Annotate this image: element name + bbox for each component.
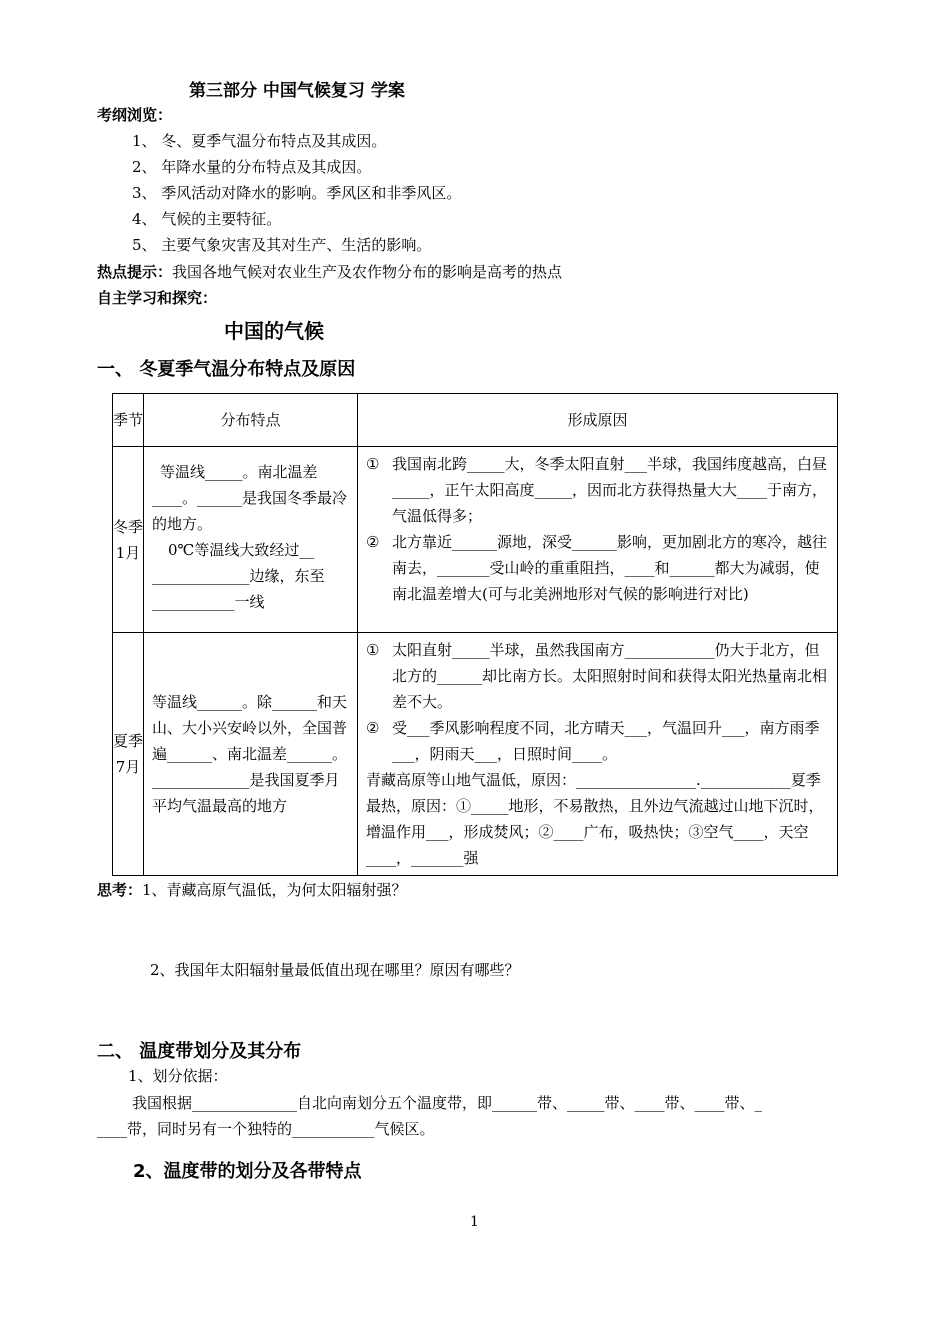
hotspot-line	[97, 261, 562, 282]
season-winter: 冬季1月	[113, 447, 144, 633]
section1-heading: 一、 冬夏季气温分布特点及原因	[97, 359, 356, 380]
main-heading: 中国的气候	[224, 319, 324, 343]
self-study-label: 自主学习和探究：	[97, 289, 218, 307]
think-question-1: 1、青藏高原气温低，为何太阳辐射强？	[142, 881, 407, 899]
think-q1-line	[97, 879, 407, 900]
summer-features: 等温线______。除______和天山、大小兴安岭以外，全国普遍______、南北温差______。_____________是我国夏季月平均气温最高的地方	[144, 633, 358, 876]
outline-item: 5、 主要气象灾害及其对生产、生活的影响。	[132, 236, 432, 254]
section2-paragraph-line2: ____带，同时另有一个独特的___________气候区。	[97, 1120, 435, 1138]
section2-sub1: 1、划分依据：	[128, 1067, 228, 1085]
reason-text: 受___季风影响程度不同，北方晴天___，气温回升___，南方雨季___，阴雨天___，日照时间____。	[392, 719, 820, 763]
table-header-row	[113, 394, 838, 447]
reason-text: 太阳直射_____半球，虽然我国南方____________仍大于北方，但北方的______却比南方长。太阳照射时间和获得太阳光热量南北相差不大。	[392, 641, 828, 711]
page-number: 1	[470, 1214, 479, 1230]
reason-text: 北方靠近______源地，深受______影响，更加剧北方的寒冷，越往南去，_______受山岭的重重阻挡，____和______都大为减弱，使南北温差增大(可与北美洲地形对气候的影响进行对比)	[392, 533, 828, 603]
table-row-winter	[113, 447, 838, 633]
winter-reason-2	[366, 529, 829, 607]
summer-reason-1	[366, 637, 829, 715]
winter-reason-1	[366, 451, 829, 529]
temperature-table	[112, 393, 838, 876]
reason-number: ②	[366, 533, 380, 551]
outline-item: 4、 气候的主要特征。	[132, 210, 282, 228]
summer-extra: 青藏高原等山地气温低，原因：________________.____________夏季最热，原因：①_____地形，不易散热，且外边气流越过山地下沉时，增温作用___，形成焚风；②____广布，吸热快；③空气____，天空____，_______强	[366, 771, 824, 867]
outline-item: 3、 季风活动对降水的影响。季风区和非季风区。	[132, 184, 462, 202]
reason-text: 我国南北跨_____大，冬季太阳直射___半球，我国纬度越高，白昼_____，正午太阳高度_____，因而北方获得热量大大____于南方，气温低得多；	[392, 455, 828, 525]
document-title: 第三部分 中国气候复习 学案	[189, 81, 405, 101]
hotspot-label: 热点提示：	[97, 263, 173, 281]
outline-label: 考纲浏览：	[97, 106, 173, 124]
outline-item: 1、 冬、夏季气温分布特点及其成因。	[132, 132, 387, 150]
section2-heading: 二、 温度带划分及其分布	[97, 1041, 302, 1062]
header-features: 分布特点	[144, 394, 358, 447]
table-row-summer	[113, 633, 838, 876]
summer-reasons	[358, 633, 838, 876]
winter-feature-1: 等温线_____。南北温差____。______是我国冬季最冷的地方。	[152, 463, 348, 533]
winter-feature-2: 0℃等温线大致经过__ _____________边缘，东至___________一线	[152, 541, 325, 611]
hotspot-text: 我国各地气候对农业生产及农作物分布的影响是高考的热点	[172, 263, 563, 281]
reason-number: ①	[366, 455, 380, 473]
summer-reason-2	[366, 715, 829, 767]
header-season: 季节	[113, 394, 144, 447]
season-summer: 夏季7月	[113, 633, 144, 876]
outline-item: 2、 年降水量的分布特点及其成因。	[132, 158, 372, 176]
winter-reasons	[358, 447, 838, 633]
section2-sub2: 2、温度带的划分及各带特点	[133, 1161, 362, 1182]
reason-number: ②	[366, 719, 380, 737]
think-label: 思考：	[97, 881, 143, 899]
header-reasons: 形成原因	[358, 394, 838, 447]
winter-features	[144, 447, 358, 633]
section2-paragraph-line1: 我国根据______________自北向南划分五个温度带，即______带、_____带、____带、____带、_	[132, 1094, 763, 1112]
reason-number: ①	[366, 641, 380, 659]
think-question-2: 2、我国年太阳辐射量最低值出现在哪里？原因有哪些？	[150, 961, 520, 979]
